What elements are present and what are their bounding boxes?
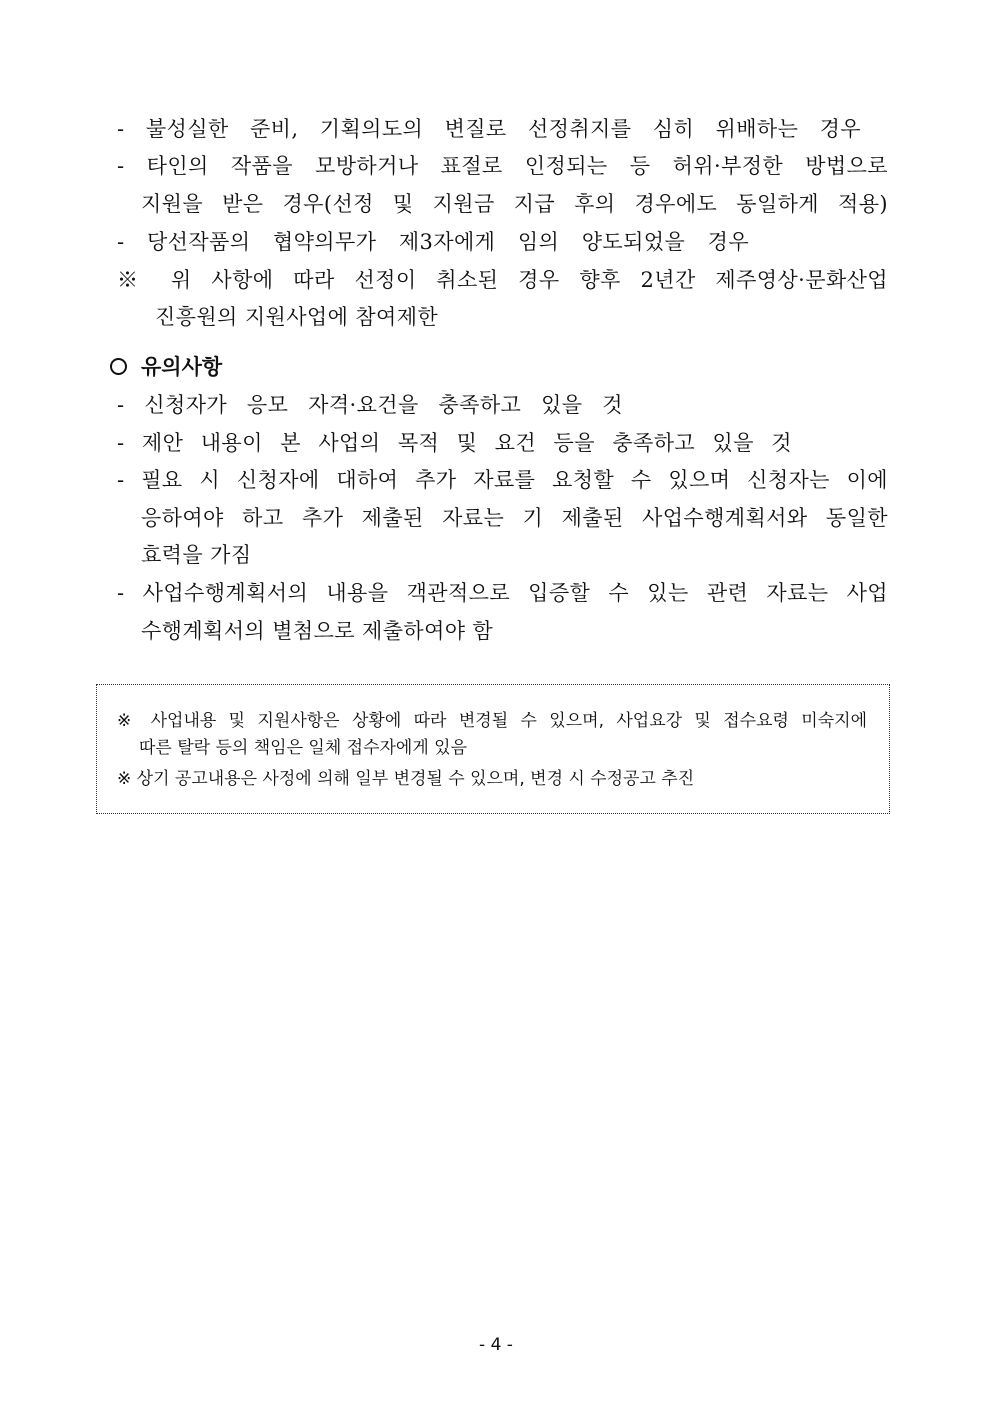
bullet-line: - 불성실한 준비, 기획의도의 변질로 선정취지를 심히 위배하는 경우: [117, 117, 861, 141]
circle-bullet-icon: [110, 358, 127, 375]
section-line: - 필요 시 신청자에 대하여 추가 자료를 요청할 수 있으며 신청자는 이에: [117, 468, 888, 492]
bullet-line: - 당선작품의 협약의무가 제3자에게 임의 양도되었을 경우: [117, 230, 749, 254]
bullet-line: - 타인의 작품을 모방하거나 표절로 인정되는 등 허위·부정한 방법으로: [117, 154, 888, 178]
section-line: - 신청자가 응모 자격·요건을 충족하고 있을 것: [117, 393, 623, 417]
notice-line-continuation: 따른 탈락 등의 책임은 일체 접수자에게 있음: [139, 738, 468, 758]
section-line: - 제안 내용이 본 사업의 목적 및 요건 등을 충족하고 있을 것: [117, 431, 792, 455]
note-line-continuation: 진흥원의 지원사업에 참여제한: [155, 305, 439, 329]
section-line-continuation: 수행계획서의 별첨으로 제출하여야 함: [141, 619, 494, 643]
section-line: - 사업수행계획서의 내용을 객관적으로 입증할 수 있는 관련 자료는 사업: [117, 581, 888, 605]
section-line-continuation: 효력을 가짐: [141, 543, 252, 567]
section-title: 유의사항: [141, 354, 223, 379]
notice-line: ※ 사업내용 및 지원사항은 상황에 따라 변경될 수 있으며, 사업요강 및 접수요령 미숙지에: [117, 711, 867, 731]
section-heading: [110, 352, 222, 382]
bullet-line-continuation: 지원을 받은 경우(선정 및 지원금 지급 후의 경우에도 동일하게 적용): [141, 192, 888, 216]
notice-line: ※ 상기 공고내용은 사정에 의해 일부 변경될 수 있으며, 변경 시 수정공고 추진: [117, 769, 695, 789]
page-number: - 4 -: [479, 1335, 513, 1355]
note-line: ※ 위 사항에 따라 선정이 취소된 경우 향후 2년간 제주영상·문화산업: [117, 268, 888, 292]
section-line-continuation: 응하여야 하고 추가 제출된 자료는 기 제출된 사업수행계획서와 동일한: [141, 506, 888, 530]
